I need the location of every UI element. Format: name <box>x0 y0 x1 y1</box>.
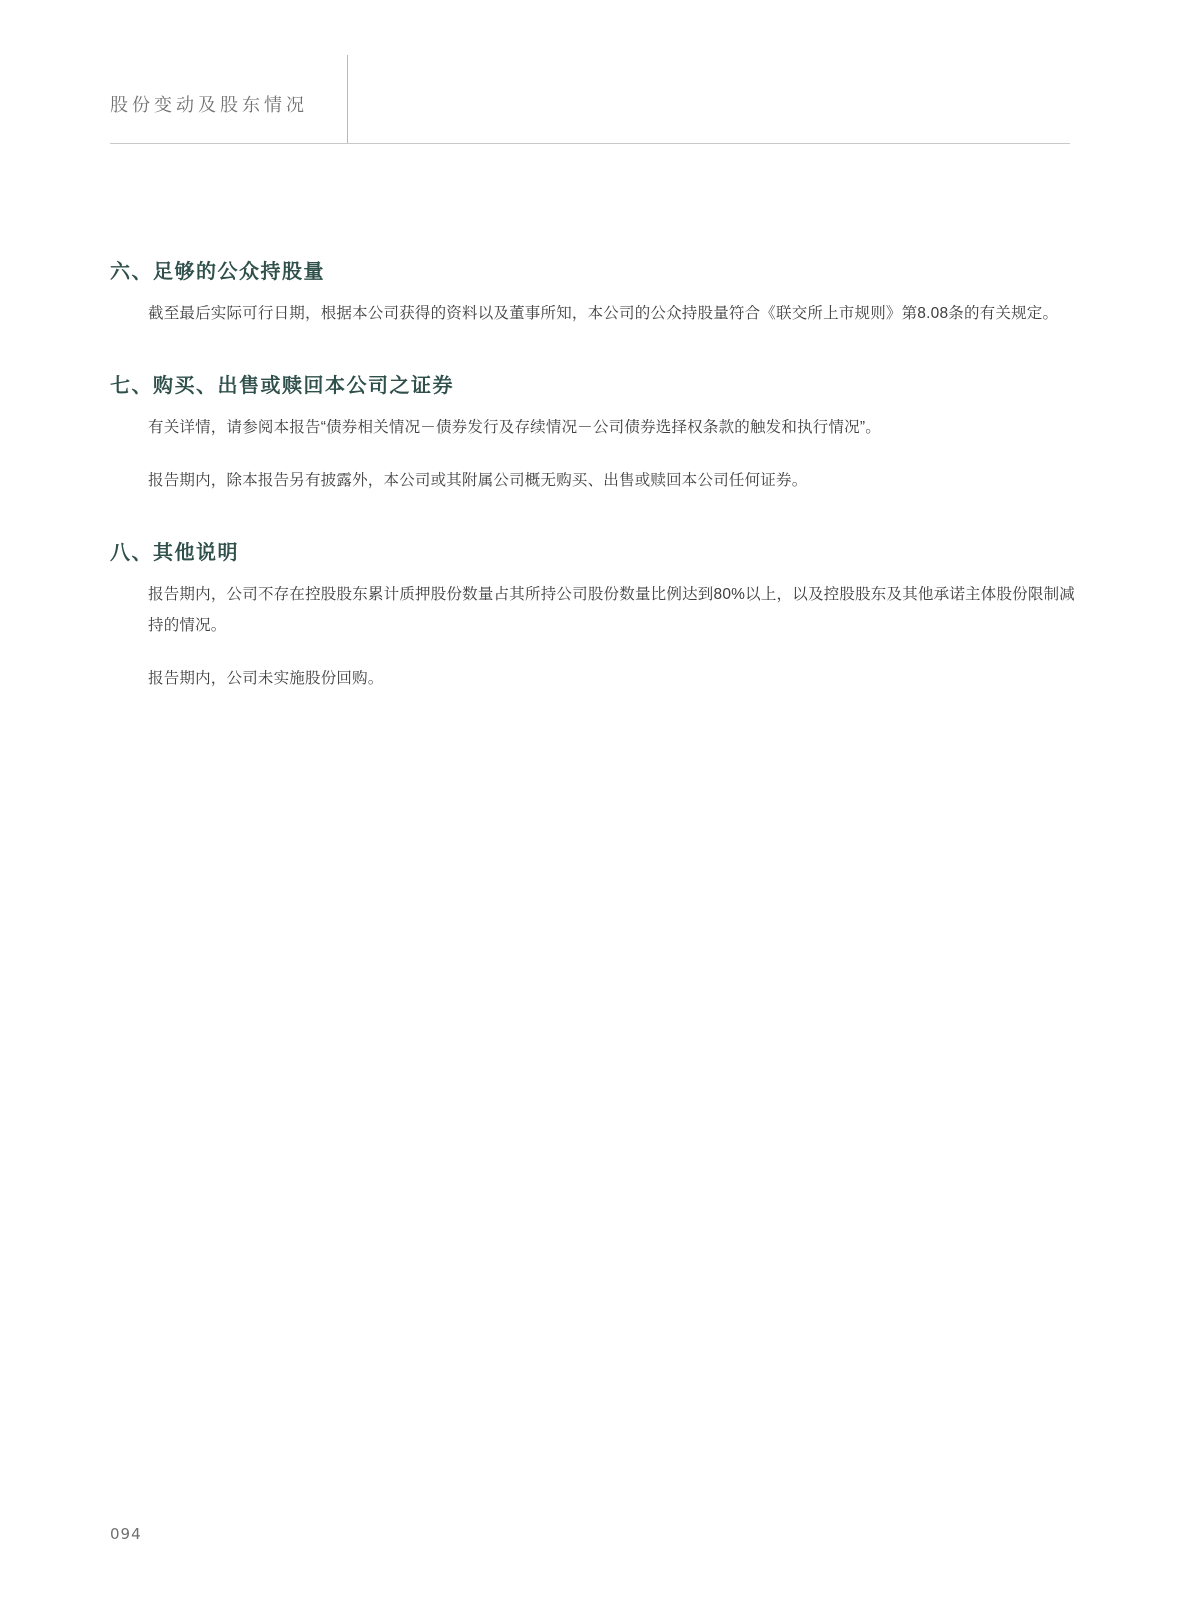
header-horizontal-divider <box>110 143 1070 144</box>
page-number: 094 <box>110 1525 142 1543</box>
document-content <box>110 255 1075 700</box>
header-vertical-divider <box>347 55 348 143</box>
section-paragraph: 有关详情，请参阅本报告“债券相关情况－债券发行及存续情况－公司债券选择权条款的触发和执行情况”。 <box>148 419 881 436</box>
section-other-notes <box>110 536 1075 694</box>
section-paragraph: 报告期内，公司不存在控股股东累计质押股份数量占其所持公司股份数量比例达到80%以上，以及控股股东及其他承诺主体股份限制减持的情况。 <box>148 586 1075 634</box>
section-purchase-sale-redemption <box>110 369 1075 496</box>
section-heading: 八、其他说明 <box>110 540 239 564</box>
page-title: 股份变动及股东情况 <box>110 95 308 116</box>
section-public-float <box>110 255 1075 329</box>
section-heading: 七、购买、出售或赎回本公司之证券 <box>110 373 454 397</box>
section-heading: 六、足够的公众持股量 <box>110 259 325 283</box>
section-paragraph: 报告期内，公司未实施股份回购。 <box>148 670 384 687</box>
section-paragraph: 截至最后实际可行日期，根据本公司获得的资料以及董事所知，本公司的公众持股量符合《联交所上市规则》第8.08条的有关规定。 <box>148 305 1059 322</box>
page-header <box>110 55 1070 145</box>
section-paragraph: 报告期内，除本报告另有披露外，本公司或其附属公司概无购买、出售或赎回本公司任何证券。 <box>148 472 808 489</box>
